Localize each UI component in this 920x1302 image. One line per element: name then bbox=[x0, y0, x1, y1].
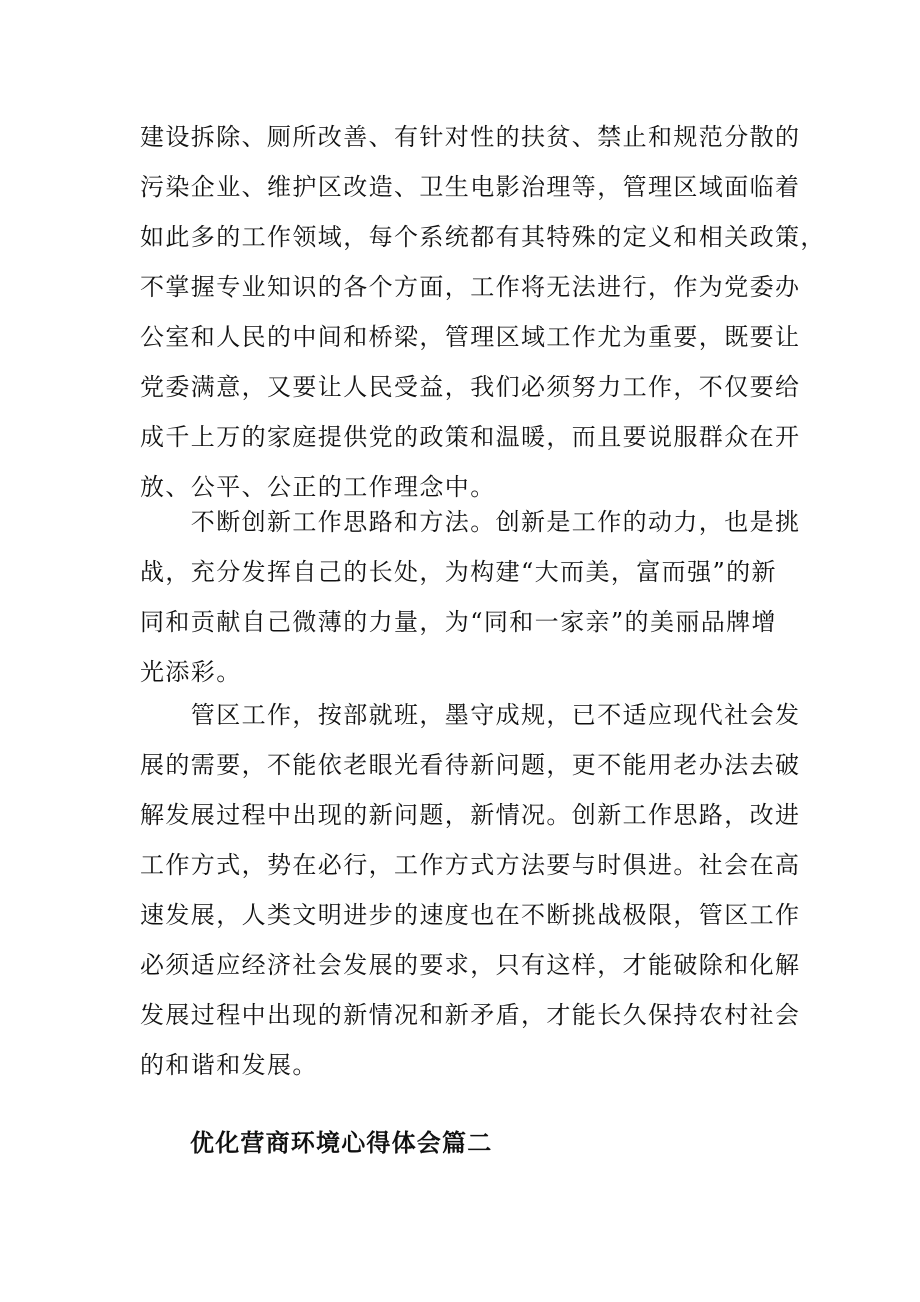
paragraph-line: 公室和人民的中间和桥梁，管理区域工作尤为重要，既要让 bbox=[140, 323, 801, 351]
paragraph-line: 工作方式，势在必行，工作方式方法要与时俱进。社会在高 bbox=[140, 851, 801, 879]
paragraph-line: 必须适应经济社会发展的要求，只有这样，才能破除和化解 bbox=[140, 951, 801, 979]
paragraph-line: 战，充分发挥自己的长处，为构建“大而美，富而强”的新 bbox=[140, 558, 777, 586]
paragraph-line: 解发展过程中出现的新问题，新情况。创新工作思路，改进 bbox=[140, 801, 801, 829]
paragraph-line: 的和谐和发展。 bbox=[140, 1051, 318, 1079]
paragraph-line: 光添彩。 bbox=[140, 658, 242, 686]
paragraph-1 bbox=[140, 112, 826, 512]
paragraph-line: 管区工作，按部就班，墨守成规，已不适应现代社会发 bbox=[140, 701, 801, 729]
paragraph-line: 同和贡献自己微薄的力量，为“同和一家亲”的美丽品牌增 bbox=[140, 608, 777, 636]
paragraph-line: 发展过程中出现的新情况和新矛盾，才能长久保持农村社会 bbox=[140, 1001, 801, 1029]
paragraph-line: 速发展，人类文明进步的速度也在不断挑战极限，管区工作 bbox=[140, 901, 801, 929]
paragraph-line: 成千上万的家庭提供党的政策和温暖，而且要说服群众在开 bbox=[140, 423, 801, 451]
paragraph-line: 放、公平、公正的工作理念中。 bbox=[140, 473, 496, 501]
paragraph-line: 如此多的工作领域，每个系统都有其特殊的定义和相关政策， bbox=[140, 223, 826, 251]
paragraph-2 bbox=[140, 497, 820, 697]
paragraph-line: 不掌握专业知识的各个方面，工作将无法进行，作为党委办 bbox=[140, 273, 801, 301]
paragraph-line: 建设拆除、厕所改善、有针对性的扶贫、禁止和规范分散的 bbox=[140, 123, 801, 151]
paragraph-line: 展的需要，不能依老眼光看待新问题，更不能用老办法去破 bbox=[140, 751, 801, 779]
section-heading: 优化营商环境心得体会篇二 bbox=[190, 1129, 493, 1157]
paragraph-3 bbox=[140, 690, 820, 1090]
paragraph-line: 污染企业、维护区改造、卫生电影治理等，管理区域面临着 bbox=[140, 173, 801, 201]
paragraph-line: 不断创新工作思路和方法。创新是工作的动力，也是挑 bbox=[140, 508, 801, 536]
paragraph-line: 党委满意，又要让人民受益，我们必须努力工作，不仅要给 bbox=[140, 373, 801, 401]
